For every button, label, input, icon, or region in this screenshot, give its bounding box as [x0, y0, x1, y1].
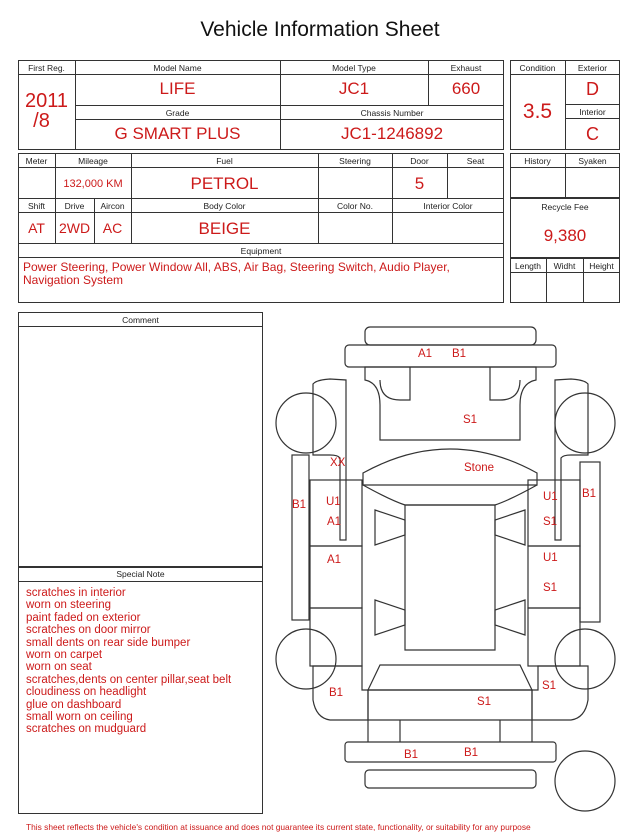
condition-score: 3.5 [522, 100, 553, 123]
body-color-label: Body Color [203, 201, 246, 211]
aircon-value: AC [102, 220, 123, 236]
model-name-label: Model Name [153, 63, 202, 73]
length-label: Length [515, 261, 541, 271]
first-reg-month: /8 [33, 110, 50, 132]
exterior-grade: D [586, 79, 599, 99]
mark-right-rear-quarter: S1 [542, 680, 557, 692]
mark-windshield: Stone [464, 462, 495, 474]
chassis-number-value: JC1-1246892 [340, 124, 444, 143]
interior-label: Interior [579, 107, 606, 117]
equipment-label: Equipment [240, 246, 282, 256]
recycle-fee-value: 9,380 [543, 226, 587, 245]
special-note-item: glue on dashboard [26, 698, 122, 711]
model-name-value: LIFE [159, 79, 196, 98]
width-label: Widht [553, 261, 576, 271]
shift-label: Shift [27, 201, 45, 211]
recycle-fee-label: Recycle Fee [541, 202, 589, 212]
model-type-value: JC1 [338, 79, 370, 98]
meter-label: Meter [25, 156, 48, 166]
mark-right-front-door-u: U1 [543, 491, 558, 503]
steering-label: Steering [339, 156, 371, 166]
exterior-label: Exterior [577, 63, 608, 73]
fuel-value: PETROL [190, 174, 259, 193]
special-note-item: scratches in interior [26, 587, 126, 599]
door-value: 5 [414, 174, 425, 193]
interior-color-label: Interior Color [423, 201, 473, 211]
special-note-item: scratches,dents on center pillar,seat belt [26, 673, 232, 686]
special-note-item: scratches on door mirror [26, 624, 151, 637]
mark-left-rear-quarter: B1 [329, 687, 344, 699]
mileage-label: Mileage [78, 156, 108, 166]
mark-right-front-door-s: S1 [543, 516, 558, 528]
fuel-label: Fuel [216, 156, 233, 166]
mark-hood: S1 [463, 414, 478, 426]
special-note-item: worn on carpet [26, 649, 103, 662]
special-note-item: scratches on mudguard [26, 723, 147, 736]
condition-label: Condition [519, 63, 556, 73]
chassis-number-label: Chassis Number [360, 108, 424, 118]
drive-label: Drive [64, 201, 85, 211]
mark-rear-bumper-right: B1 [464, 747, 479, 759]
mark-rear-bumper-left: B1 [404, 749, 419, 761]
mark-left-front-panel: B1 [292, 499, 307, 511]
mark-left-front-door-u: U1 [326, 496, 341, 508]
mark-right-rear-door-u: U1 [543, 552, 558, 564]
shift-value: AT [28, 220, 45, 236]
special-notes-list [26, 587, 260, 736]
special-note-label: Special Note [116, 569, 165, 579]
aircon-label: Aircon [100, 201, 125, 211]
mark-right-rear-door-s: S1 [543, 582, 558, 594]
special-note-item: worn on seat [26, 661, 92, 674]
syaken-label: Syaken [578, 156, 607, 166]
seat-label: Seat [466, 156, 485, 166]
drive-value: 2WD [58, 220, 91, 236]
sheet-title: Vehicle Information Sheet [200, 18, 440, 41]
grade-value: G SMART PLUS [114, 124, 241, 143]
interior-grade: C [586, 124, 599, 144]
body-color-value: BEIGE [198, 219, 251, 238]
comment-label: Comment [122, 315, 159, 325]
special-note-item: paint faded on exterior [26, 611, 141, 624]
history-label: History [524, 156, 551, 166]
first-reg-year: 2011 [24, 90, 68, 112]
color-no-label: Color No. [337, 201, 373, 211]
disclaimer-footer: This sheet reflects the vehicle's condition at issuance and does not guarantee its current state, functionality, or suitability for any purpose [26, 822, 531, 832]
mark-left-rear-door: A1 [327, 554, 342, 566]
mark-front-bumper-b: B1 [452, 348, 467, 360]
special-note-item: small dents on rear side bumper [26, 636, 191, 649]
comment-box [18, 312, 263, 567]
special-note-item: cloudiness on headlight [26, 686, 147, 699]
mark-tailgate: S1 [477, 696, 492, 708]
grade-label: Grade [165, 108, 190, 118]
mark-right-front-panel: B1 [582, 488, 597, 500]
mark-left-front-door-a: A1 [327, 516, 342, 528]
car-damage-diagram [270, 320, 630, 820]
height-label: Height [589, 261, 614, 271]
mark-front-left-fender: XX [330, 457, 346, 469]
door-label: Door [410, 156, 429, 166]
mileage-value: 132,000 KM [63, 178, 123, 190]
model-type-label: Model Type [332, 63, 376, 73]
equipment-text: Power Steering, Power Window All, ABS, Air Bag, Steering Switch, Audio Player, Navigation System [23, 260, 450, 287]
exhaust-label: Exhaust [450, 63, 482, 73]
special-note-item: worn on steering [26, 599, 112, 612]
first-reg-label: First Reg. [28, 63, 65, 73]
special-note-item: small worn on ceiling [26, 711, 133, 724]
mark-front-bumper-a: A1 [418, 348, 433, 360]
exhaust-value: 660 [451, 79, 481, 98]
